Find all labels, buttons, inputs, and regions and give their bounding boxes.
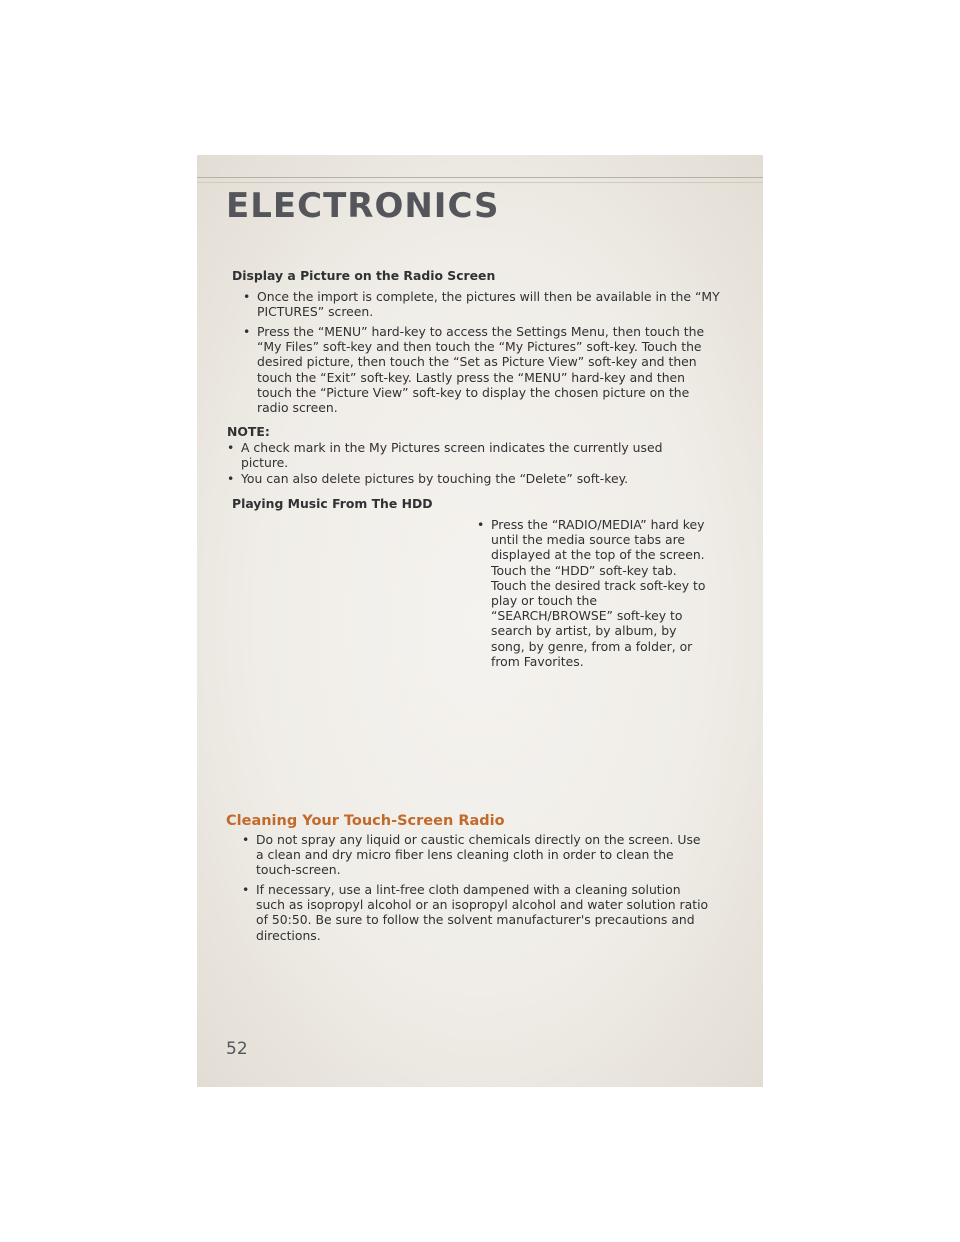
list-item <box>242 832 712 878</box>
bullet-icon: • <box>242 882 250 897</box>
bullet-icon: • <box>242 832 250 847</box>
page-number: 52 <box>226 1039 248 1059</box>
note-bullet-1: A check mark in the My Pictures screen indicates the currently used picture. <box>241 440 663 471</box>
list-item <box>242 882 712 943</box>
playing-music-heading: Playing Music From The HDD <box>232 496 433 511</box>
header-rule <box>197 177 763 178</box>
cleaning-bullet-1: Do not spray any liquid or caustic chemicals directly on the screen. Use a clean and dry micro fiber lens cleaning cloth in order to clean the touch-screen. <box>256 832 701 878</box>
bullet-icon: • <box>227 471 235 486</box>
bullet-icon: • <box>477 517 485 532</box>
display-picture-bullet-1: Once the import is complete, the pictures will then be available in the “MY PICTURES” screen. <box>257 289 720 320</box>
manual-page <box>197 155 763 1087</box>
list-item <box>227 440 697 470</box>
display-picture-bullet-2: Press the “MENU” hard-key to access the Settings Menu, then touch the “My Files” soft-key and then touch the “My Pictures” soft-key. Touch the desired picture, then touch the “Set as Picture View” soft-key and then touch the “Exit” soft-key. Lastly press the “MENU” hard-key and then touch the “Picture View” soft-key to display the chosen picture on the radio screen. <box>257 324 705 416</box>
cleaning-heading: Cleaning Your Touch-Screen Radio <box>226 813 505 829</box>
display-picture-heading: Display a Picture on the Radio Screen <box>232 268 496 283</box>
note-label: NOTE: <box>227 424 270 439</box>
note-bullet-2: You can also delete pictures by touching the “Delete” soft-key. <box>241 471 629 486</box>
section-title: ELECTRONICS <box>226 186 500 226</box>
cleaning-bullet-2: If necessary, use a lint-free cloth dampened with a cleaning solution such as isopropyl alcohol or an isopropyl alcohol and water solution ratio of 50:50. Be sure to follow the solvent manufacturer's precautions and directions. <box>256 882 709 943</box>
bullet-icon: • <box>243 324 251 339</box>
bullet-icon: • <box>227 440 235 455</box>
bullet-icon: • <box>243 289 251 304</box>
list-item <box>243 324 705 415</box>
header-rule-secondary <box>197 182 763 183</box>
playing-music-bullet-1: Press the “RADIO/MEDIA” hard key until the media source tabs are displayed at the top of the screen. Touch the “HDD” soft-key tab. Touch the desired track soft-key to play or touch the “SEARCH/BROWSE” soft-key to search by artist, by album, by song, by genre, from a folder, or from Favorites. <box>491 517 706 669</box>
list-item <box>477 517 707 669</box>
list-item <box>227 471 727 486</box>
list-item <box>243 289 723 319</box>
